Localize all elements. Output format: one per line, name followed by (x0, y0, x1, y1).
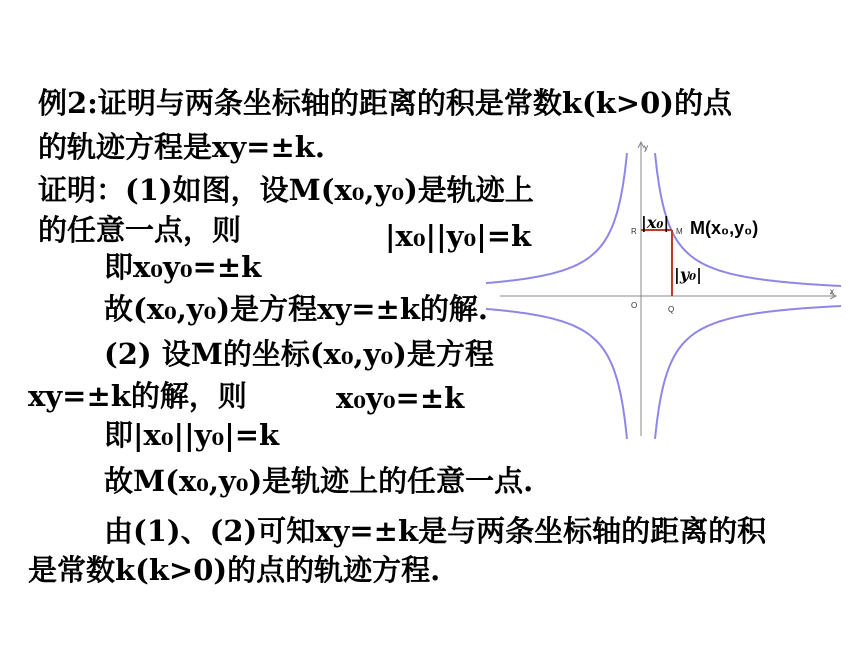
proof-part2-line1: (2) 设M的坐标(x₀,y₀)是方程 (104, 337, 494, 371)
abs-product-formula: |x₀||y₀|=k (385, 219, 532, 253)
proof-part1-line2: 的任意一点，则 (38, 213, 242, 247)
label-point-M: M(x₀,y₀) (690, 218, 759, 238)
label-origin: O (631, 301, 638, 310)
label-Q: Q (668, 305, 675, 314)
proof-part1-line1: 证明：(1)如图，设M(x₀,y₀)是轨迹上 (38, 173, 534, 207)
hyperbola-branch-q2 (486, 153, 627, 286)
summary-line2: 是常数k(k>0)的点的轨迹方程. (28, 553, 441, 587)
hyperbola-figure (486, 140, 846, 440)
product-formula: x₀y₀=±k (336, 381, 465, 415)
label-y-axis: y (644, 143, 648, 152)
label-R: R (631, 227, 637, 236)
example-statement-line1: 例2:证明与两条坐标轴的距离的积是常数k(k>0)的点 (38, 86, 732, 120)
proof-part2-line3: 即|x₀||y₀|=k (104, 418, 280, 452)
label-x-axis: x (830, 287, 834, 296)
summary-line1: 由(1)、(2)可知xy=±k是与两条坐标轴的距离的积 (104, 514, 767, 548)
example-statement-line2: 的轨迹方程是xy=±k. (38, 130, 325, 164)
hyperbola-branch-q3 (486, 306, 627, 439)
proof-part2-conclusion: 故M(x₀,y₀)是轨迹上的任意一点. (104, 464, 534, 498)
label-x0-abs: |x₀| (641, 213, 670, 232)
label-M: M (676, 227, 683, 236)
proof-part1-line3: 即x₀y₀=±k (104, 250, 262, 284)
proof-part2-line2: xy=±k的解，则 (28, 379, 247, 413)
hyperbola-branch-q4 (655, 306, 841, 439)
label-y0-abs: |y₀| (674, 265, 702, 284)
proof-part1-conclusion: 故(x₀,y₀)是方程xy=±k的解. (104, 292, 489, 326)
